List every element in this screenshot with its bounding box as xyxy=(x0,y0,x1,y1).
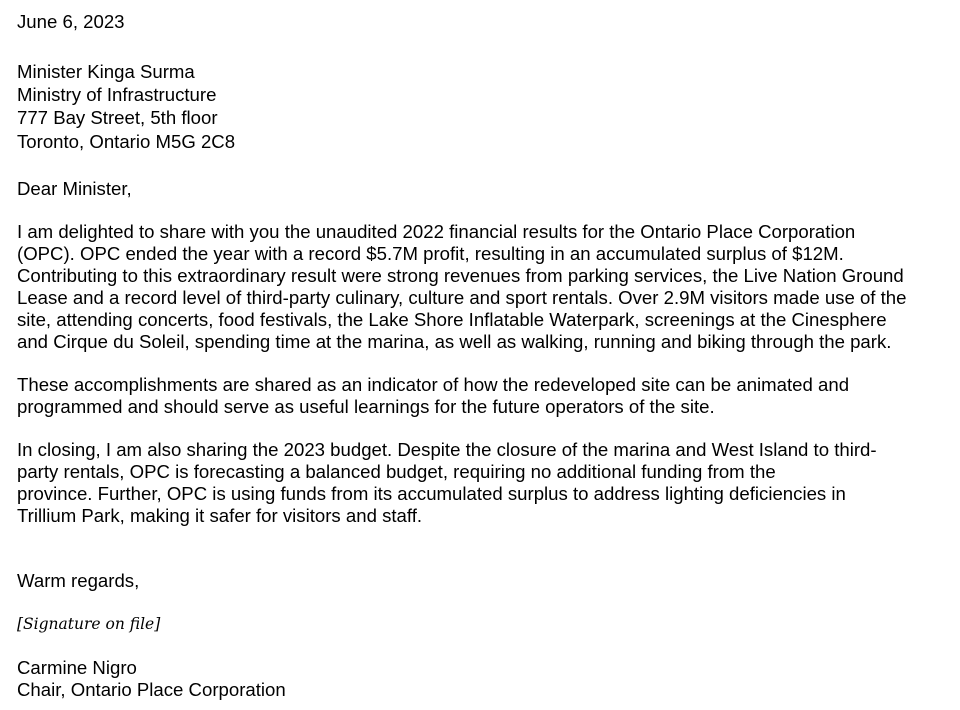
paragraph-line: (OPC). OPC ended the year with a record $5.7M profit, resulting in an accumulated surplus of $12M. xyxy=(17,243,844,264)
paragraph-line: These accomplishments are shared as an indicator of how the redeveloped site can be animated and xyxy=(17,374,850,395)
recipient-ministry: Ministry of Infrastructure xyxy=(17,84,217,105)
recipient-city: Toronto, Ontario M5G 2C8 xyxy=(17,131,236,152)
paragraph-line: I am delighted to share with you the unaudited 2022 financial results for the Ontario Place Corporation xyxy=(17,221,856,242)
paragraph-line: Trillium Park, making it safer for visitors and staff. xyxy=(17,505,423,526)
paragraph-line: party rentals, OPC is forecasting a balanced budget, requiring no additional funding from the xyxy=(17,461,776,482)
letter-date: June 6, 2023 xyxy=(17,11,125,32)
recipient-name: Minister Kinga Surma xyxy=(17,61,195,82)
signatory-name: Carmine Nigro xyxy=(17,657,137,678)
paragraph-line: province. Further, OPC is using funds from its accumulated surplus to address lighting deficiencies in xyxy=(17,483,846,504)
paragraph-line: Contributing to this extraordinary result were strong revenues from parking services, the Live Nation Ground xyxy=(17,265,904,286)
signature-note: [Signature on file] xyxy=(17,615,161,633)
signatory-title: Chair, Ontario Place Corporation xyxy=(17,679,286,700)
salutation: Dear Minister, xyxy=(17,178,132,199)
recipient-street: 777 Bay Street, 5th floor xyxy=(17,107,218,128)
paragraph-line: Lease and a record level of third-party culinary, culture and sport rentals. Over 2.9M visitors made use of the xyxy=(17,287,907,308)
closing: Warm regards, xyxy=(17,570,140,591)
paragraph-line: and Cirque du Soleil, spending time at the marina, as well as walking, running and biking through the park. xyxy=(17,331,892,352)
paragraph-line: In closing, I am also sharing the 2023 budget. Despite the closure of the marina and West Island to third- xyxy=(17,439,877,460)
paragraph-line: programmed and should serve as useful learnings for the future operators of the site. xyxy=(17,396,715,417)
paragraph-line: site, attending concerts, food festivals, the Lake Shore Inflatable Waterpark, screenings at the Cinesphere xyxy=(17,309,887,330)
